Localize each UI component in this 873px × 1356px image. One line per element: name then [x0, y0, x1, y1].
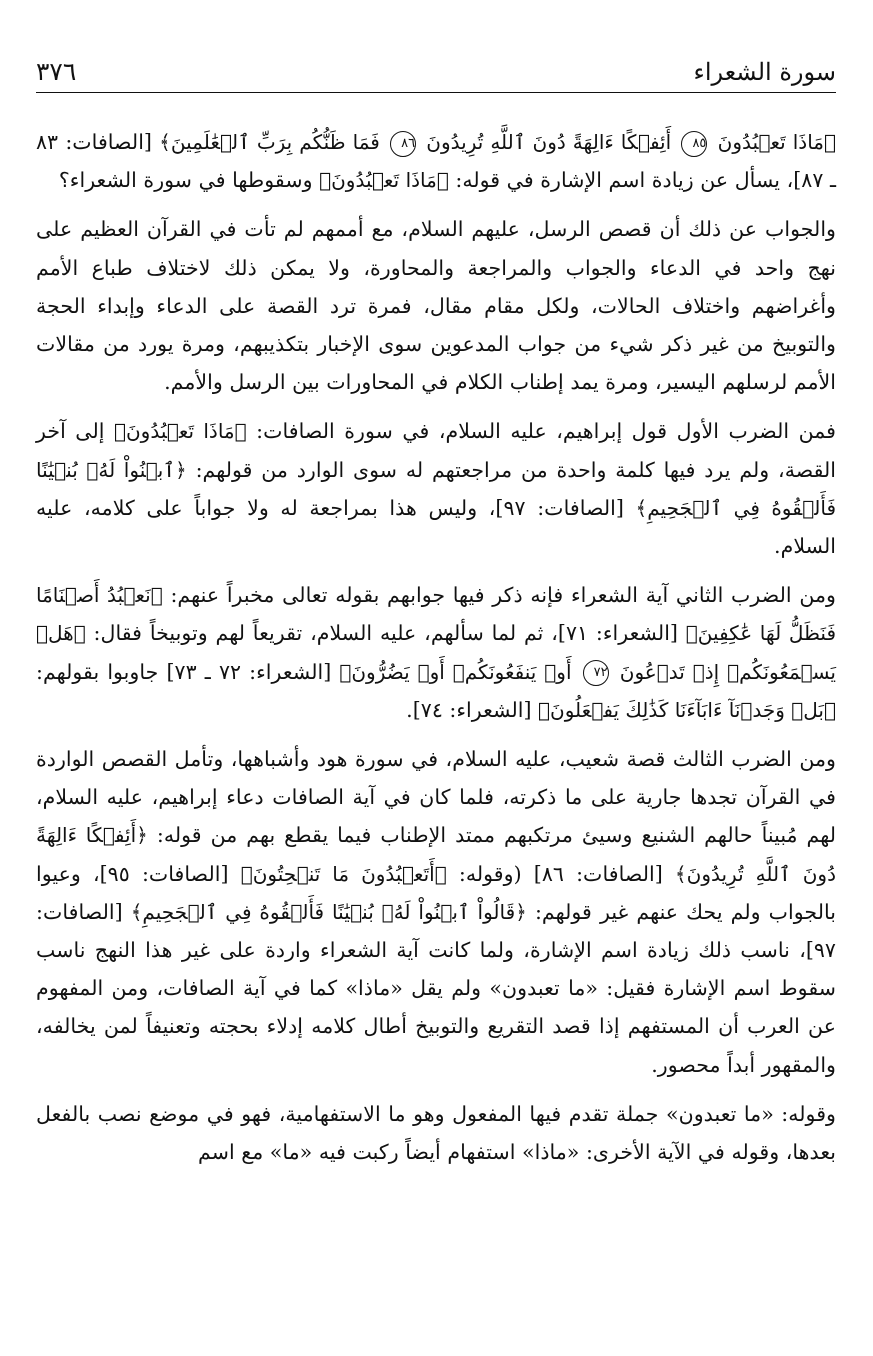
quran-quote: فَمَا ظَنُّكُم بِرَبِّ ٱلۡعَٰلَمِينَ﴾ [159, 130, 380, 154]
quran-quote: ﴿مَاذَا تَعۡبُدُونَ [717, 130, 837, 154]
body-text: [الشعراء: ٧٢ ـ ٧٣] جاوبوا بقولهم: [36, 659, 332, 684]
body-text: إلى آخر القصة، ولم يرد فيها كلمة واحدة من مراجعتهم له سوى الوارد من قولهم: [36, 419, 837, 482]
quran-quote: ﴿ٱبۡنُواْ لَهُۥ بُنۡيَٰنًا فَأَلۡقُوهُ فِي ٱلۡجَحِيمِ﴾ [36, 457, 837, 520]
body-text: وسقوطها في سورة الشعراء؟ [58, 168, 313, 193]
paragraph-4 [36, 576, 836, 729]
paragraph-1 [36, 123, 836, 199]
body-text: [الشعراء: ٧٤]. [406, 697, 532, 722]
body-text: فمن الضرب الأول قول إبراهيم، عليه السلام، في سورة الصافات: [256, 419, 836, 444]
surah-title: سورة الشعراء [693, 58, 836, 86]
ayah-number-marker: ٧٢ [583, 660, 609, 686]
body-text: [الصافات: ٨٦] (وقوله: [458, 861, 663, 886]
paragraph-6: وقوله: «ما تعبدون» جملة تقدم فيها المفعول وهو ما الاستفهامية، فهو في موضع نصب بالفعل بعدها، وقوله في الآية الأخرى: «ماذا» استفهام أيضاً ركبت فيه «ما» مع اسم [36, 1101, 836, 1165]
ayah-number-marker: ٨٥ [681, 131, 707, 157]
page-body [36, 123, 836, 1171]
quran-quote: ﴿قَالُواْ ٱبۡنُواْ لَهُۥ بُنۡيَٰنًا فَأَلۡقُوهُ فِي ٱلۡجَحِيمِ﴾ [130, 899, 527, 924]
book-page [36, 30, 836, 1340]
quran-quote: ﴿أَئِفۡكًا ءَالِهَةً دُونَ ٱللَّهِ تُرِيدُونَ﴾ [36, 823, 837, 886]
quran-quote: أَوۡ يَنفَعُونَكُمۡ أَوۡ يَضُرُّونَ﴾ [339, 659, 572, 684]
quran-quote: ﴿هَلۡ يَسۡمَعُونَكُمۡ إِذۡ تَدۡعُونَ [36, 621, 836, 684]
body-text: [الصافات: ٩٥]، وعيوا بالجواب ولم يحك عنهم غير قولهم: [36, 861, 836, 924]
body-text: ومن الضرب الثالث قصة شعيب، عليه السلام، في سورة هود وأشباهها، وتأمل القصص الواردة في القرآن تجدها جارية على ما ذكرته، فلما كان في آية الصافات دعاء إبراهيم، عليه السلام، لهم مُبيناً حالهم الشنيع وسيئ مرتكبهم ممتد الإطناب فيما يقطع بهم من قوله: [36, 747, 837, 848]
quran-quote: ﴿أَتَعۡبُدُونَ مَا تَنۡحِتُونَ﴾ [240, 861, 447, 886]
paragraph-5 [36, 740, 836, 1084]
body-text: [الشعراء: ٧١]، ثم لما سألهم، عليه السلام، تقريعاً لهم وتوبيخاً فقال: [93, 621, 678, 646]
ayah-number-marker: ٨٦ [390, 131, 416, 157]
body-text: ومن الضرب الثاني آية الشعراء فإنه ذكر فيها جوابهم بقوله تعالى مخبراً عنهم: [170, 583, 836, 608]
quran-quote: أَئِفۡكًا ءَالِهَةً دُونَ ٱللَّهِ تُرِيدُونَ [426, 130, 672, 154]
paragraph-2: والجواب عن ذلك أن قصص الرسل، عليهم السلام، مع أممهم لم تأت في القرآن العظيم على نهج واحد في الدعاء والجواب والمراجعة والمحاورة، ولا يمكن ذلك لاختلاف طباع الأمم وأغراضهم واختلاف الحالات، ولكل مقام مقال، فمرة ترد القصة على الدعاء وإبداء الحجة والتوبيخ من غير ذكر شيء من جواب المدعوين سوى الإخبار بتكذيبهم، ومرة يورد من مقالات الأمم لرسلهم اليسير، ومرة يمد إطناب الكلام في المحاورات بين الرسل والأمم. [36, 217, 836, 395]
paragraph-3 [36, 412, 836, 565]
quran-quote: ﴿نَعۡبُدُ أَصۡنَامًا فَنَظَلُّ لَهَا عَٰكِفِينَ﴾ [36, 583, 837, 646]
quran-quote: ﴿مَاذَا تَعۡبُدُونَ﴾ [319, 168, 449, 193]
quran-quote: ﴿مَاذَا تَعۡبُدُونَ﴾ [113, 419, 247, 444]
body-text: [الصافات: ٩٧]، وليس هذا بمراجعة له ولا جواباً على كلامه، عليه السلام. [36, 495, 836, 559]
page-number: ٣٧٦ [36, 57, 77, 86]
page-header [36, 30, 836, 93]
body-text: [الصافات: ٩٧]، ناسب ذلك زيادة اسم الإشارة، ولما كانت آية الشعراء واردة على غير هذا النهج ناسب سقوط اسم الإشارة فقيل: «ما تعبدون» ولم يقل «ماذا» كما في آية الصافات، ومن المفهوم عن العرب أن المستفهم إذا قصد التقريع والتوبيخ أطال كلامه إدلاء بحجته وتعنيفاً لمن يخالفه، والمقهور أبداً محصور. [36, 899, 836, 1077]
body-text: [الصافات: ٨٣ ـ ٨٧]، يسأل عن زيادة اسم الإشارة في قوله: [36, 130, 836, 193]
quran-quote: ﴿بَلۡ وَجَدۡنَآ ءَابَآءَنَا كَذَٰلِكَ يَفۡعَلُونَ﴾ [538, 697, 836, 722]
